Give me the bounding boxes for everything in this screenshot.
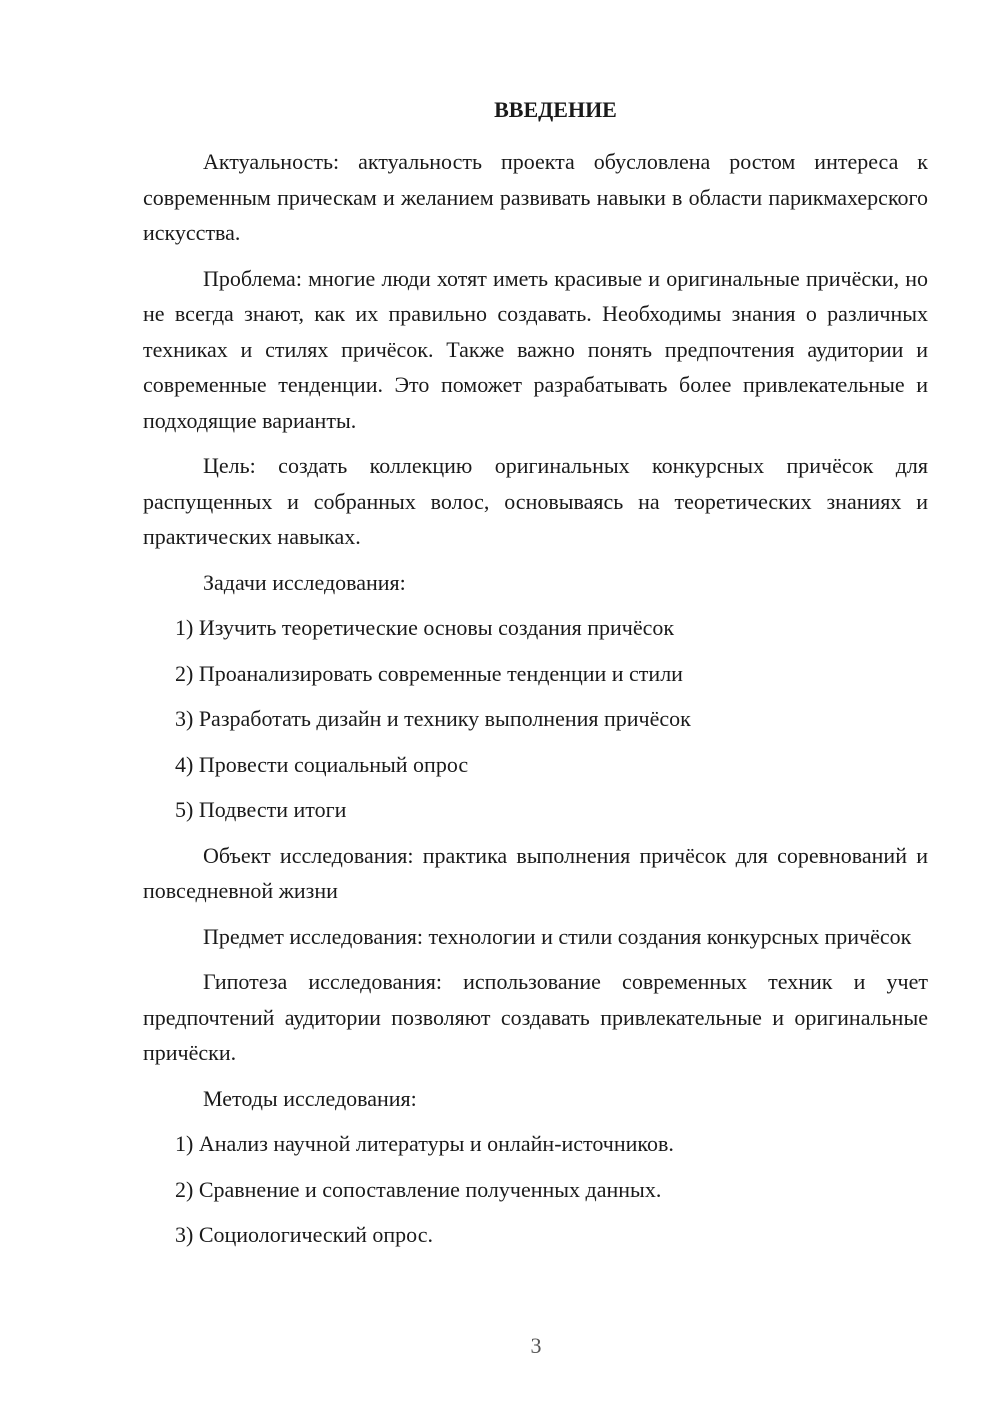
subject-paragraph: Предмет исследования: технологии и стили создания конкурсных причёсок [203,923,912,949]
task-item: 1) Изучить теоретические основы создания причёсок [175,615,675,640]
methods-title: Методы исследования: [203,1085,417,1111]
method-item: 3) Социологический опрос. [175,1222,433,1247]
page-number: 3 [530,1333,542,1358]
method-item: 2) Сравнение и сопоставление полученных данных. [175,1176,662,1202]
hypothesis-paragraph: Гипотеза исследования: использование современных техник и учет предпочтений аудитории позволяют создавать привлекательные и оригинальные причёски. [143,969,928,1065]
problem-paragraph: Проблема: многие люди хотят иметь красивые и оригинальные причёски, но не всегда знают, как их правильно создавать. Необходимы знания о различных техниках и стилях причёсок. Также важно понять предпочтения аудитории и современные тенденции. Это поможет разрабатывать более привлекательные и подходящие варианты. [143,265,928,433]
method-item: 1) Анализ научной литературы и онлайн-источников. [175,1131,674,1156]
goal-paragraph: Цель: создать коллекцию оригинальных конкурсных причёсок для распущенных и собранных волос, основываясь на теоретических знаниях и практических навыках. [143,453,928,549]
relevance-paragraph: Актуальность: актуальность проекта обусловлена ростом интереса к современным прическам и желанием развивать навыки в области парикмахерского искусства. [143,149,928,245]
task-item: 3) Разработать дизайн и технику выполнения причёсок [175,706,691,731]
tasks-title: Задачи исследования: [203,569,406,595]
task-item: 5) Подвести итоги [175,797,347,822]
section-heading: ВВЕДЕНИЕ [494,97,617,122]
object-paragraph: Объект исследования: практика выполнения причёсок для соревнований и повседневной жизни [143,842,928,903]
task-item: 4) Провести социальный опрос [175,751,469,777]
task-item: 2) Проанализировать современные тенденции и стили [175,660,683,686]
document-page [143,92,928,1263]
